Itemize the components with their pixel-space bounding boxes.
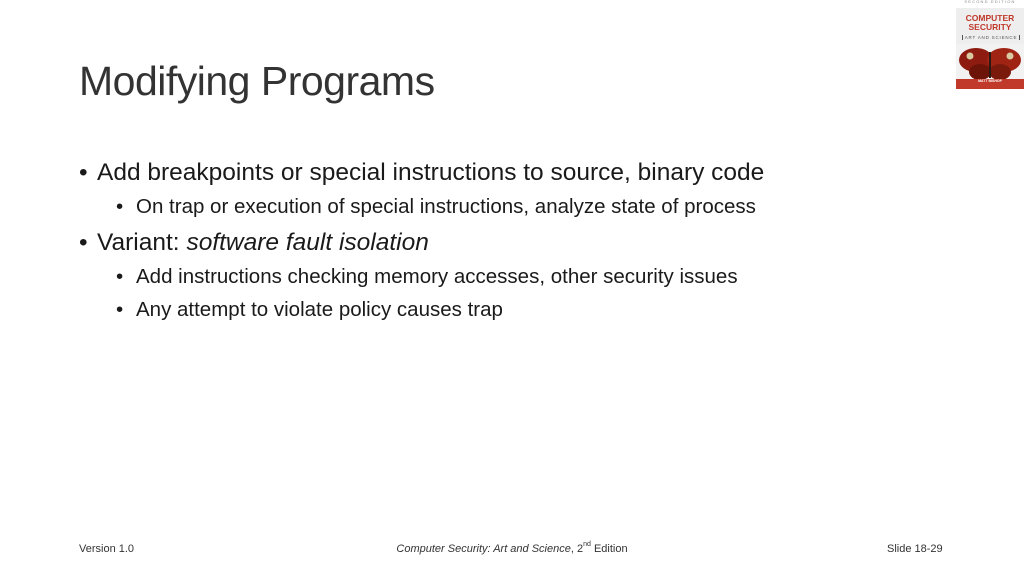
bullet-item (79, 156, 939, 190)
footer-edition-number: , 2 (570, 543, 584, 555)
cover-title-line1: COMPUTER (965, 13, 1015, 23)
bullet-marker: • (116, 298, 124, 321)
bullet-text: Add breakpoints or special instructions to source, binary code (97, 159, 765, 186)
bullet-text: Any attempt to violate policy causes trap (136, 298, 503, 321)
cover-subtitle: ART AND SCIENCE (962, 35, 1020, 40)
bullet-emphasis: software fault isolation (186, 229, 429, 256)
bullet-item (79, 226, 939, 260)
bullet-marker: • (116, 265, 124, 288)
cover-title (956, 14, 1024, 32)
bullet-marker: • (116, 195, 124, 218)
bullet-text: On trap or execution of special instructions, analyze state of process (136, 195, 756, 218)
cover-title-line2: SECURITY (968, 22, 1012, 32)
bullet-marker: • (79, 159, 88, 186)
footer-edition-word: Edition (590, 543, 628, 555)
footer-version: Version 1.0 (79, 543, 135, 555)
sub-bullet-item (79, 260, 939, 293)
footer-book-title (0, 543, 1024, 555)
footer-book-name: Computer Security: Art and Science (396, 543, 571, 555)
bullet-text: Add instructions checking memory accesses, other security issues (136, 265, 738, 288)
sub-bullet-item (79, 190, 939, 223)
footer-slide-number: Slide 18-29 (887, 543, 943, 555)
bullet-list (79, 156, 939, 326)
bullet-marker: • (79, 229, 88, 256)
cover-edition: SECOND EDITION (964, 0, 1016, 4)
book-cover (956, 0, 1024, 89)
footer-edition-suffix: nd (583, 541, 591, 548)
slide-title: Modifying Programs (79, 58, 435, 104)
bullet-prefix: Variant: (97, 229, 187, 256)
sub-bullet-item (79, 293, 939, 326)
cover-author: MATT BISHOP (978, 79, 1002, 83)
